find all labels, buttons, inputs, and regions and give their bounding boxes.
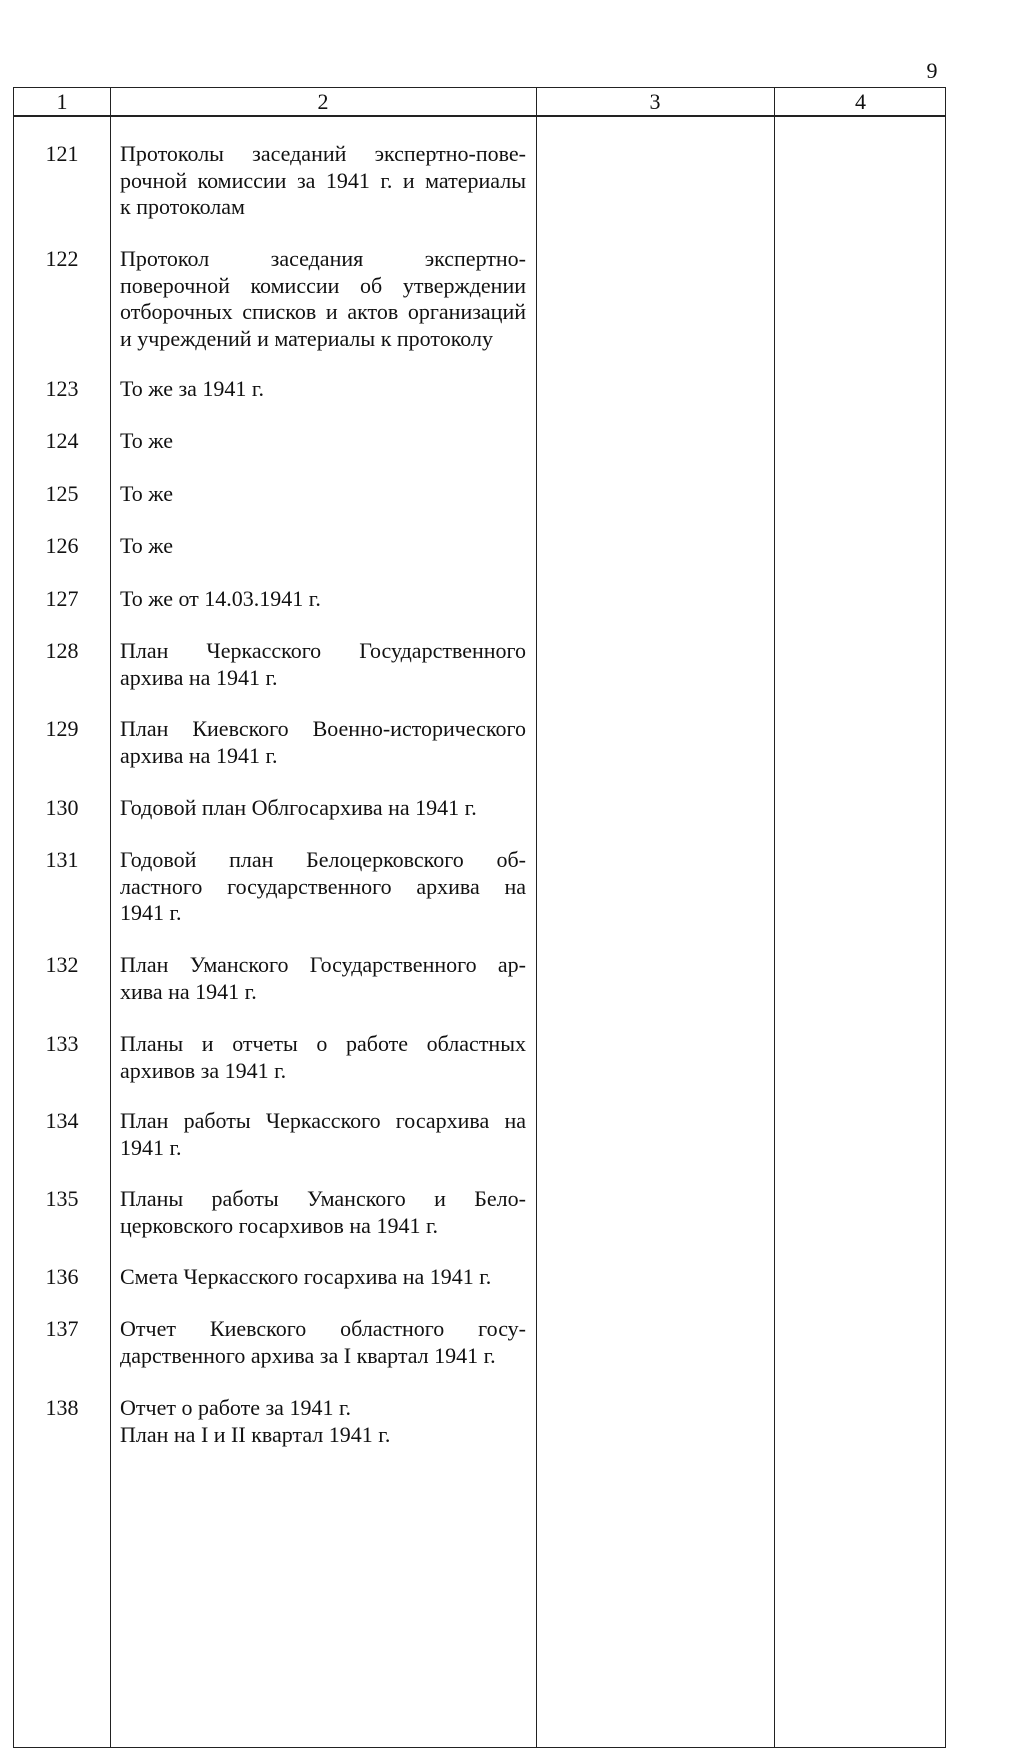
description-line: Годовой план Белоцерковского об- [120, 847, 526, 872]
description-line: План Черкасского Государственного [120, 638, 526, 663]
column-divider [110, 88, 111, 1747]
table-header [14, 88, 945, 117]
row-number: 137 [45, 1316, 79, 1341]
row-description [120, 1031, 526, 1084]
description-line: План работы Черкасского госархива на [120, 1108, 526, 1133]
description-line: План Киевского Военно-исторического [120, 716, 526, 741]
description-line: То же [120, 533, 173, 558]
description-line: рочной комиссии за 1941 г. и материалы [120, 167, 526, 193]
description-line: церковского госархивов на 1941 г. [120, 1212, 438, 1238]
row-description [120, 481, 526, 508]
row-number: 136 [45, 1264, 79, 1289]
description-line: Планы и отчеты о работе областных [120, 1031, 526, 1056]
row-description [120, 847, 526, 927]
row-number: 128 [45, 638, 79, 663]
row-description [120, 533, 526, 560]
row-number: 127 [45, 586, 79, 611]
description-line: архива на 1941 г. [120, 664, 278, 690]
row-number: 131 [45, 847, 79, 872]
description-line: поверочной комиссии об утверждении [120, 272, 526, 298]
description-line: План на I и II квартал 1941 г. [120, 1421, 391, 1447]
description-line: То же [120, 481, 173, 506]
row-description [120, 795, 526, 822]
row-number: 123 [45, 376, 79, 401]
description-line: 1941 г. [120, 1134, 182, 1160]
column-header-4: 4 [855, 89, 866, 114]
row-description [120, 1395, 526, 1448]
row-description [120, 716, 526, 769]
description-line: Отчет Киевского областного госу- [120, 1316, 526, 1341]
column-header-3: 3 [649, 89, 661, 114]
description-line: к протоколам [120, 194, 245, 219]
row-number: 133 [45, 1031, 79, 1056]
row-description [120, 376, 526, 403]
row-description [120, 1186, 526, 1239]
row-number: 126 [45, 533, 79, 558]
column-divider [774, 88, 775, 1747]
page-number: 9 [926, 58, 938, 83]
description-line: 1941 г. [120, 900, 182, 925]
column-header-2: 2 [317, 89, 329, 114]
row-description [120, 428, 526, 455]
description-line: отборочных списков и актов организаций [120, 299, 526, 324]
row-number: 135 [45, 1186, 79, 1211]
description-line: Планы работы Уманского и Бело- [120, 1186, 526, 1211]
row-number: 132 [45, 952, 79, 977]
row-number: 121 [45, 141, 79, 166]
description-line: То же [120, 428, 173, 453]
row-description [120, 638, 526, 691]
row-description [120, 1316, 526, 1369]
column-header-1: 1 [56, 89, 68, 114]
row-description [120, 141, 526, 221]
description-line: То же за 1941 г. [120, 376, 264, 401]
description-line: То же от 14.03.1941 г. [120, 586, 321, 611]
row-number: 134 [45, 1108, 79, 1133]
row-number: 138 [45, 1395, 79, 1420]
description-line: Годовой план Облгосархива на 1941 г. [120, 795, 477, 820]
row-number: 125 [45, 481, 79, 506]
description-line: хива на 1941 г. [120, 978, 257, 1004]
row-description [120, 1108, 526, 1161]
row-number: 129 [45, 716, 79, 741]
row-number: 124 [45, 428, 79, 453]
inventory-table [13, 87, 946, 1748]
description-line: архивов за 1941 г. [120, 1057, 287, 1083]
description-line: архива на 1941 г. [120, 742, 278, 768]
description-line: Отчет о работе за 1941 г. [120, 1395, 351, 1420]
description-line: План Уманского Государственного ар- [120, 952, 526, 977]
row-description [120, 952, 526, 1005]
description-line: дарственного архива за I квартал 1941 г. [120, 1342, 496, 1368]
row-number: 130 [45, 795, 79, 820]
column-divider [536, 88, 537, 1747]
description-line: Протокол заседания экспертно- [120, 246, 526, 271]
description-line: Смета Черкасского госархива на 1941 г. [120, 1264, 492, 1289]
description-line: и учреждений и материалы к протоколу [120, 325, 493, 351]
row-description [120, 586, 526, 613]
row-number: 122 [45, 246, 79, 271]
description-line: ластного государственного архива на [120, 873, 526, 899]
description-line: Протоколы заседаний экспертно-пове- [120, 141, 526, 166]
row-description [120, 1264, 526, 1291]
row-description [120, 246, 526, 352]
